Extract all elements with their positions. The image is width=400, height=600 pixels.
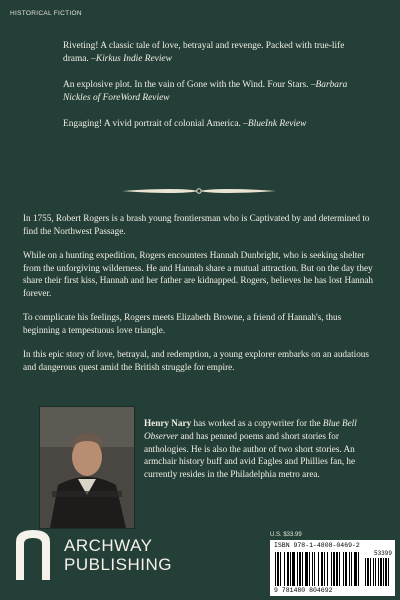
synopsis-paragraph: In 1755, Robert Rogers is a brash young frontiersman who is Captivated by and determined to find the Northwest Passage. xyxy=(23,213,370,236)
author-portrait-image xyxy=(40,407,134,528)
barcode-bar xyxy=(284,552,285,586)
barcode-bar xyxy=(358,552,359,586)
barcode-number: 9 781480 804692 xyxy=(274,587,333,594)
review-text: An explosive plot. In the vain of Gone with the Wind. Four Stars. xyxy=(63,80,311,90)
barcode-bar xyxy=(275,552,276,586)
barcode-addon-bar xyxy=(380,558,382,586)
barcode-addon-bar xyxy=(365,558,366,586)
barcode-bar xyxy=(309,552,310,586)
genre-label: HISTORICAL FICTION xyxy=(10,10,82,17)
barcode-addon-bar xyxy=(378,558,379,586)
barcode-bar xyxy=(305,552,308,586)
review-source: –Barbara Nickles of ForeWord Review xyxy=(63,80,348,103)
author-bio xyxy=(144,417,370,481)
barcode-bar xyxy=(321,552,323,586)
barcode-bar xyxy=(277,552,279,586)
synopsis-paragraph: While on a hunting expedition, Rogers encounters Hannah Dunbright, who is seeking shelter from the unforgiving wilderness. He and Hannah share a mutual attraction. But on the day they share their first kiss, Hannah and her father are kidnapped. Rogers, believes he has lost Hannah forever. xyxy=(23,250,374,298)
synopsis xyxy=(23,212,379,385)
review-text: Riveting! A classic tale of love, betrayal and revenge. Packed with true-life drama. xyxy=(63,41,345,64)
author-publication: Blue Bell Observer xyxy=(144,418,357,441)
barcode-bar xyxy=(280,552,281,586)
barcode-bar xyxy=(333,552,335,586)
review-quote xyxy=(63,40,363,65)
review-source: –Kirkus Indie Review xyxy=(91,53,172,64)
synopsis-paragraph: To complicate his feelings, Rogers meets Elizabeth Browne, a friend of Hannah's, thus beginning a tempestuous love triangle. xyxy=(23,312,342,335)
barcode-addon-bar xyxy=(383,558,384,586)
author-bio-text: and has penned poems and short stories for anthologies. He is also the author of two short stories. An armchair history buff and avid Eagles and Phillies fan, he currently resides in the Philadelphia metro area. xyxy=(144,430,356,479)
price-label: U.S. $33.99 xyxy=(270,532,302,538)
review-quote xyxy=(63,79,363,104)
publisher-logo xyxy=(14,528,184,590)
archway-logo-icon xyxy=(14,528,52,580)
barcode-bar xyxy=(287,552,289,586)
barcode-bar xyxy=(339,552,340,586)
barcode-bar xyxy=(290,552,291,586)
barcode-addon-bar xyxy=(370,558,371,586)
barcode-bar xyxy=(292,552,295,586)
price-code: 53399 xyxy=(373,550,392,557)
barcode-bar xyxy=(302,552,303,586)
barcode-bars xyxy=(273,552,393,586)
barcode-bar xyxy=(324,552,325,586)
barcode-bar xyxy=(312,552,313,586)
publisher-name-line1: ARCHWAY xyxy=(64,536,153,555)
synopsis-paragraph: In this epic story of love, betrayal, and redemption, a young explorer embarks on an audatious and dangerous quest amid the British struggle for empire. xyxy=(23,349,369,372)
barcode-bar xyxy=(345,552,347,586)
barcode-addon-bar xyxy=(388,558,389,586)
barcode-bar xyxy=(327,552,328,586)
barcode-bar xyxy=(299,552,301,586)
review-quote xyxy=(63,118,363,131)
barcode-bar xyxy=(336,552,338,586)
barcode-bar xyxy=(349,552,350,586)
author-photo xyxy=(39,406,135,529)
barcode-addon-bar xyxy=(375,558,376,586)
barcode-bar xyxy=(331,552,332,586)
ornamental-divider xyxy=(118,185,280,197)
barcode-bar xyxy=(314,552,315,586)
author-bio-text: has worked as a copywriter for the xyxy=(191,418,323,429)
review-text: Engaging! A vivid portrait of colonial America. xyxy=(63,119,244,129)
reviews xyxy=(63,40,363,145)
barcode-bar xyxy=(343,552,344,586)
isbn-text: ISBN 978-1-4808-0469-2 xyxy=(274,542,360,549)
review-source: –BlueInk Review xyxy=(243,119,307,129)
barcode-bar xyxy=(297,552,298,586)
author-name: Henry Nary xyxy=(144,418,192,429)
barcode xyxy=(270,540,395,596)
barcode-addon-bar xyxy=(373,558,374,586)
barcode-bar xyxy=(354,552,357,586)
barcode-bar xyxy=(318,552,319,586)
publisher-name-line2: PUBLISHING xyxy=(64,555,172,574)
barcode-addon-bar xyxy=(385,558,387,586)
publisher-name xyxy=(64,536,172,574)
barcode-addon-bar xyxy=(367,558,369,586)
barcode-bar xyxy=(351,552,352,586)
